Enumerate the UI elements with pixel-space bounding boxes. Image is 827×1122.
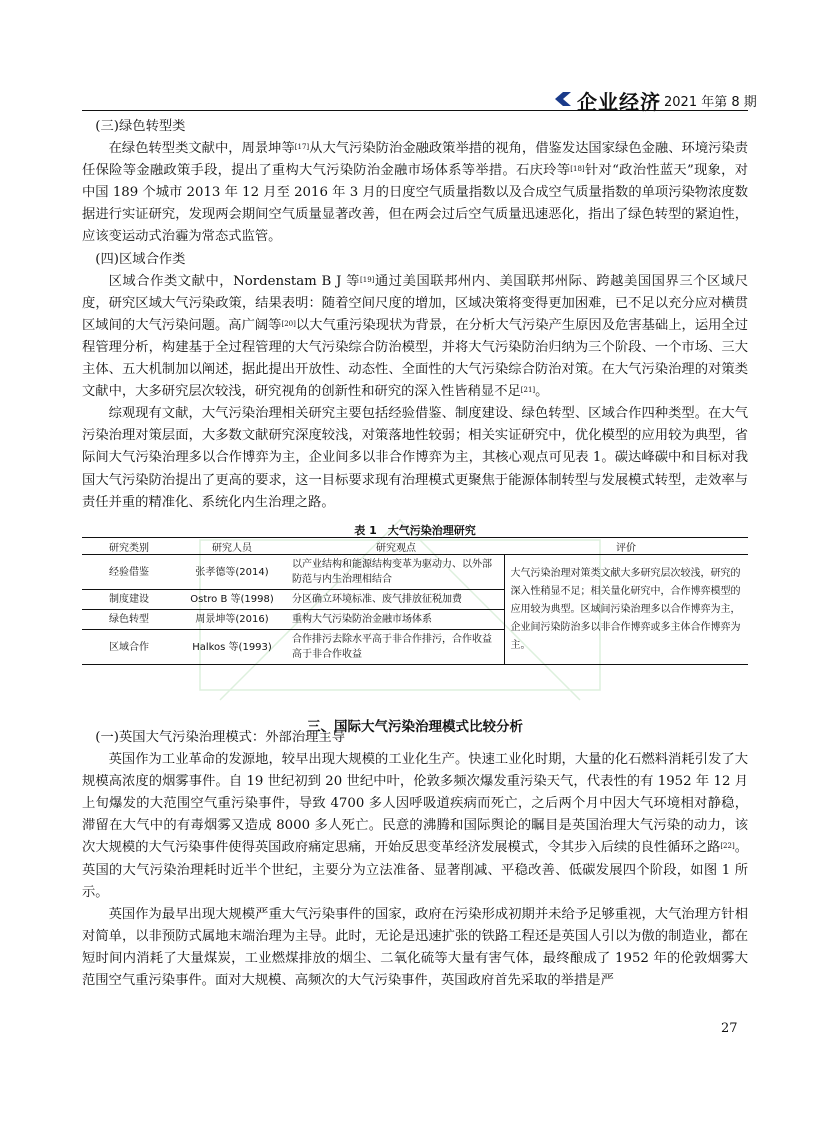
cell-view: 以产业结构和能源结构变革为驱动力、以外部防范与内生治理相结合 [288,555,504,590]
table-row [82,555,748,590]
cell-category: 制度建设 [82,590,176,610]
uk-paragraph-1: 英国作为工业革命的发源地，较早出现大规模的工业化生产。快速工业化时期，大量的化石燃料消耗引发了大规模高浓度的烟雾事件。自 19 世纪初到 20 世纪中叶，伦敦多频次爆发重污染天气，代表性的有 1952 年 12 月上旬爆发的大范围空气重污染事件，导致 4700 多人因呼吸道疾病而死亡，之后两个月中因大气环境相对静稳，滞留在大气中的有毒烟雾又造成 8000 多人死亡。民意的沸腾和国际舆论的瞩目是英国治理大气污染的动力，该次大规模的大气污染事件使得英国政府痛定思痛，开始反思变革经济发展模式，令其步入后续的良性循环之路[22]。英国的大气污染治理耗时近半个世纪，主要分为立法准备、显著削减、平稳改善、低碳发展四个阶段，如图 1 所示。 [82,752,749,900]
th-author: 研究人员 [176,538,288,555]
green-heading: (三)绿色转型类 [95,119,186,134]
cell-category: 区域合作 [82,630,176,665]
section-uk-model [82,727,748,992]
cell-author: Ostro B 等(1998) [176,590,288,610]
cell-author: 周景坤等(2016) [176,610,288,630]
cell-view: 分区确立环境标准、废气排放征税加费 [288,590,504,610]
journal-issue: 2021 年第 8 期 [664,95,757,110]
cell-evaluation: 大气污染治理对策类文献大多研究层次较浅，研究的深入性稍显不足；相关量化研究中，合作博弈模型的应用较为典型。区域间污染治理多以合作博弈为主，企业间污染防治多以非合作博弈或多主体合作博弈为主。 [504,555,748,665]
th-evaluation: 评价 [504,538,748,555]
cell-author: Halkos 等(1993) [176,630,288,665]
th-view: 研究观点 [288,538,504,555]
section-title: 三、国际大气污染治理模式比较分析 [307,719,523,735]
section-literature [82,116,748,514]
region-paragraph: 区域合作类文献中，Nordenstam B J 等[19]通过美国联邦州内、美国联邦州际、跨越美国国界三个区域尺度，研究区域大气污染政策，结果表明：随着空间尺度的增加，区域决策将变得更加困难，已不足以充分应对横贯区域间的大气污染问题。高广阔等[20]以大气重污染现状为背景，在分析大气污染产生原因及危害基础上，运用全过程管理分析，构建基于全过程管理的大气污染综合防治模型，并将大气污染防治归纳为三个阶段、一个市场、三大主体、五大机制加以阐述，据此提出开放性、动态性、全面性的大气污染综合防治对策。在大气污染治理的对策类文献中，大多研究层次较浅，研究视角的创新性和研究的深入性皆稍显不足[21]。 [82,273,749,400]
th-category: 研究类别 [82,538,176,555]
header-rule [82,110,748,111]
table-header-row [82,538,748,555]
cell-view: 重构大气污染防治金融市场体系 [288,610,504,630]
cell-author: 张孝德等(2014) [176,555,288,590]
region-heading: (四)区域合作类 [95,251,186,267]
cell-category: 经验借鉴 [82,555,176,590]
uk-paragraph-2: 英国作为最早出现大规模严重大气污染事件的国家，政府在污染形成初期并未给予足够重视，大气治理方针相对简单，以非预防式属地末端治理为主导。此时，无论是迅速扩张的铁路工程还是英国人引以为傲的制造业，都在短时间内消耗了大量煤炭，工业燃煤排放的烟尘、二氧化硫等大量有害气体，最终酿成了 1952 年的伦敦烟雾大范围空气重污染事件。面对大规模、高频次的大气污染事件，英国政府首先采取的举措是严 [82,906,748,989]
summary-paragraph: 综观现有文献，大气污染治理相关研究主要包括经验借鉴、制度建设、绿色转型、区域合作四种类型。在大气污染治理对策层面，大多数文献研究深度较浅，对策落地性较弱；相关实证研究中，优化模型的应用较为典型，省际间大气污染治理多以合作博弈为主，企业间多以非合作博弈为主，其核心观点可见表 1。碳达峰碳中和目标对我国大气污染防治提出了更高的要求，这一目标要求现有治理模式更聚焦于能源体制转型与发展模式转型，走效率与责任并重的精准化、系统化内生治理之路。 [82,406,748,510]
cell-view: 合作排污去除水平高于非合作排污，合作收益高于非合作收益 [288,630,504,665]
journal-brand: 企业经济 [577,90,661,114]
cell-category: 绿色转型 [82,610,176,630]
green-paragraph: 在绿色转型类文献中，周景坤等[17]从大气污染防治金融政策举措的视角，借鉴发达国家绿色金融、环境污染责任保险等金融政策手段，提出了重构大气污染防治金融市场体系等举措。石庆玲等[18]针对“政治性蓝天”现象，对中国 189 个城市 2013 年 12 月至 2016 年 3 月的日度空气质量指数以及合成空气质量指数的单项污染物浓度数据进行实证研究，发现两会期间空气质量显著改善，但在两会过后空气质量迅速恶化，指出了绿色转型的紧迫性，应该变运动式治霾为常态式监管。 [82,141,749,245]
uk-heading: (一)英国大气污染治理模式：外部治理主导 [95,730,346,745]
literature-table [82,537,748,665]
journal-logo-icon [553,90,573,108]
page-number: 27 [721,1021,738,1036]
table-caption: 表 1 大气污染治理研究 [354,524,476,537]
